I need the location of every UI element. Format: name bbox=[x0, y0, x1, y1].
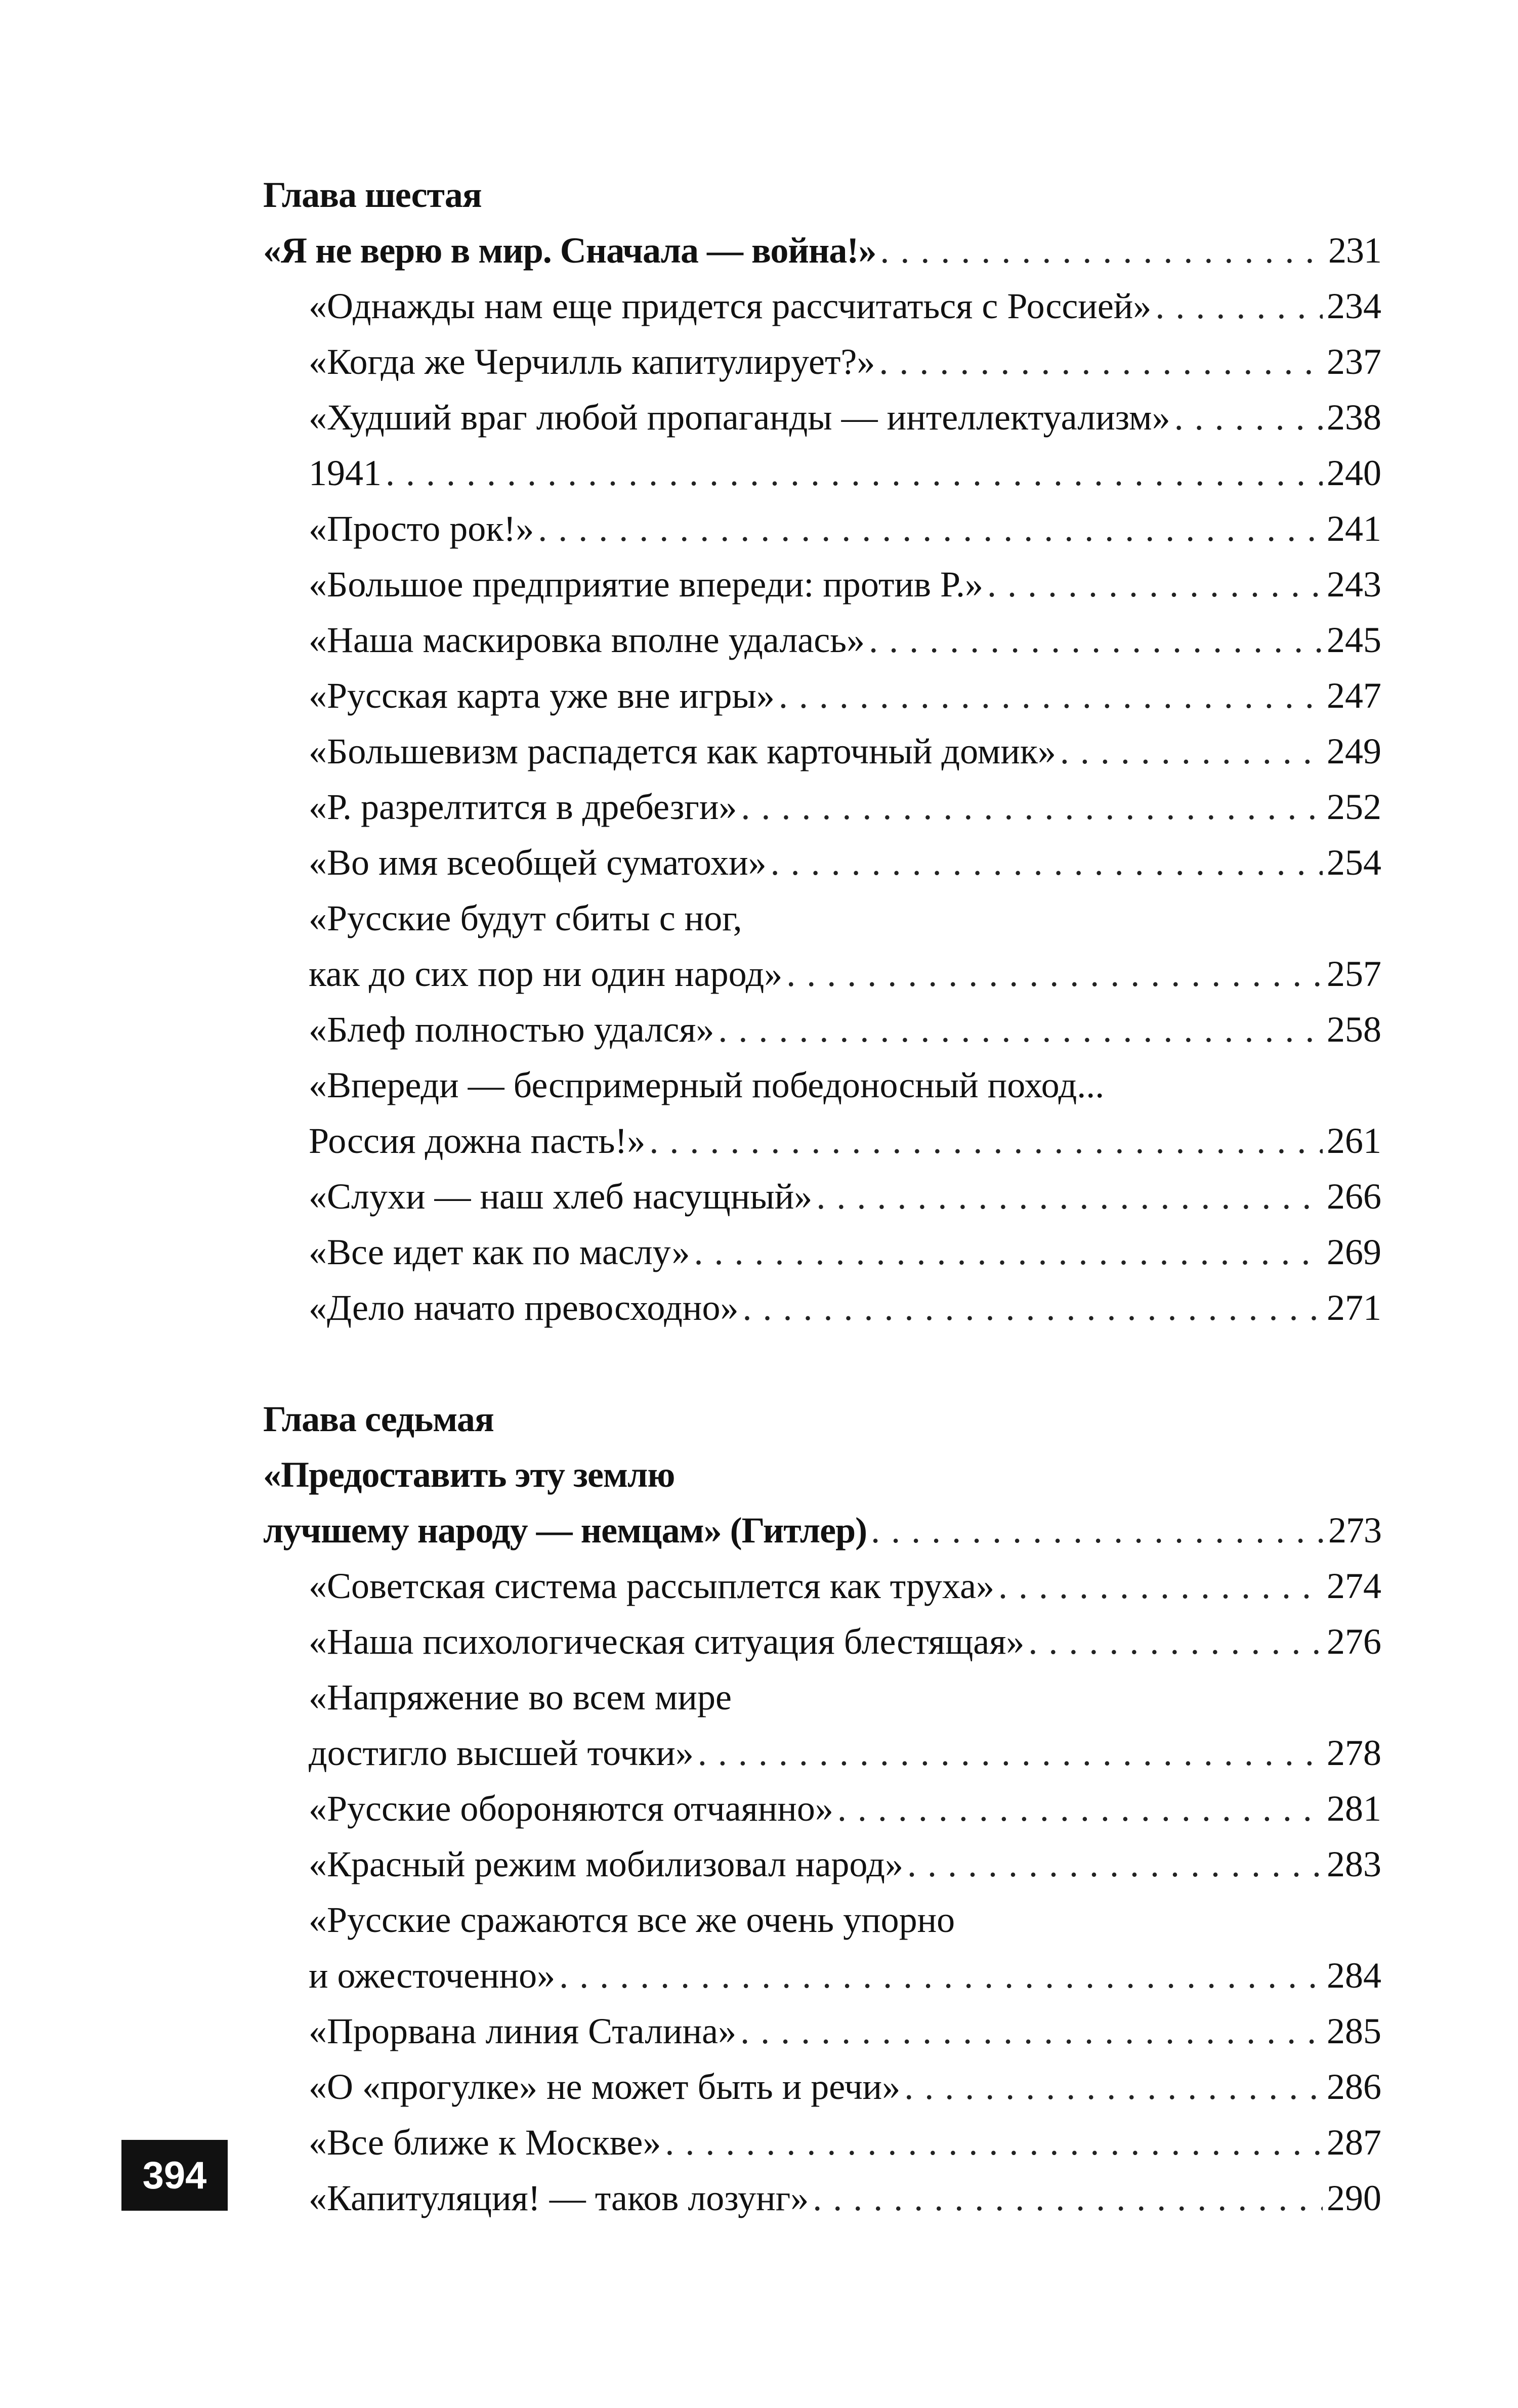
toc-entry-title: «Все ближе к Москве» bbox=[309, 2122, 661, 2163]
toc-entry bbox=[263, 2170, 1381, 2226]
leader-dots bbox=[386, 445, 1323, 501]
toc-entry bbox=[263, 1836, 1381, 1892]
leader-dots bbox=[816, 1169, 1323, 1224]
toc-entry-title: «Дело начато превосходно» bbox=[309, 1287, 739, 1328]
toc-entry-title-line: «Русские будут сбиты с ног, bbox=[309, 898, 742, 938]
toc-entry-title-line: «Напряжение во всем мире bbox=[309, 1677, 732, 1717]
leader-dots bbox=[1155, 278, 1323, 334]
toc-entry-page: 276 bbox=[1327, 1621, 1381, 1662]
leader-dots bbox=[907, 1836, 1323, 1892]
toc-entry bbox=[263, 835, 1381, 890]
toc-entry-title: «Большевизм распадется как карточный домик» bbox=[309, 731, 1056, 771]
toc-entry bbox=[263, 1169, 1381, 1224]
leader-dots bbox=[740, 2003, 1323, 2059]
toc-entry-title: «Просто рок!» bbox=[309, 508, 534, 549]
toc-entry-page: 284 bbox=[1327, 1955, 1381, 1996]
toc-entry-title: «О «прогулке» не может быть и речи» bbox=[309, 2067, 901, 2107]
toc-entry-page: 252 bbox=[1327, 787, 1381, 827]
leader-dots bbox=[538, 501, 1323, 556]
chapter-6-title-row bbox=[263, 223, 1381, 278]
toc-entry bbox=[263, 1948, 1381, 2003]
toc-entry-page: 286 bbox=[1327, 2067, 1381, 2107]
toc-entry bbox=[263, 278, 1381, 334]
toc-entry bbox=[263, 612, 1381, 668]
toc-entry bbox=[263, 1113, 1381, 1169]
chapter-7-title-line: «Предоставить эту землю bbox=[263, 1454, 675, 1495]
toc-entry bbox=[263, 779, 1381, 835]
toc-entry-title: «Все идет как по маслу» bbox=[309, 1232, 690, 1272]
toc-entry-page: 245 bbox=[1327, 620, 1381, 660]
leader-dots bbox=[786, 946, 1323, 1002]
leader-dots bbox=[1028, 1614, 1323, 1669]
toc-entry-title: «Во имя всеобщей суматохи» bbox=[309, 842, 767, 883]
toc-entry-page: 285 bbox=[1327, 2011, 1381, 2051]
toc-entry-page: 278 bbox=[1327, 1733, 1381, 1773]
toc-entry-title: «Прорвана линия Сталина» bbox=[309, 2011, 737, 2051]
toc-entry bbox=[263, 1280, 1381, 1336]
leader-dots bbox=[987, 556, 1323, 612]
toc-entry-title: «Русская карта уже вне игры» bbox=[309, 675, 775, 716]
toc-entry-page: 271 bbox=[1327, 1287, 1381, 1328]
toc-entry-title: «Красный режим мобилизовал народ» bbox=[309, 1844, 903, 1884]
toc-entry-title: «Капитуляция! — таков лозунг» bbox=[309, 2178, 809, 2218]
toc-entry bbox=[263, 334, 1381, 390]
toc-entry-title: «Наша маскировка вполне удалась» bbox=[309, 620, 865, 660]
toc-entry-page: 281 bbox=[1327, 1788, 1381, 1829]
leader-dots bbox=[649, 1113, 1323, 1169]
chapter-7-title: лучшему народу — немцам» (Гитлер) bbox=[263, 1510, 867, 1551]
toc-entry bbox=[263, 668, 1381, 723]
chapter-7-title-row bbox=[263, 1502, 1381, 1558]
toc-entry-title: «Блеф полностью удался» bbox=[309, 1009, 714, 1050]
toc-entry bbox=[263, 1002, 1381, 1057]
leader-dots bbox=[718, 1002, 1323, 1057]
toc-entry-title: и ожесточенно» bbox=[309, 1955, 556, 1996]
leader-dots bbox=[665, 2115, 1323, 2170]
leader-dots bbox=[904, 2059, 1323, 2115]
leader-dots bbox=[771, 835, 1323, 890]
toc-entry bbox=[263, 501, 1381, 556]
leader-dots bbox=[869, 612, 1323, 668]
toc-entry bbox=[263, 723, 1381, 779]
toc-entry-page: 274 bbox=[1327, 1566, 1381, 1606]
toc-entry-page: 241 bbox=[1327, 508, 1381, 549]
leader-dots bbox=[837, 1781, 1323, 1836]
toc-entry-page: 243 bbox=[1327, 564, 1381, 605]
toc-entry bbox=[263, 2003, 1381, 2059]
toc-entry-page: 283 bbox=[1327, 1844, 1381, 1884]
toc-entry bbox=[263, 2059, 1381, 2115]
toc-entry-title: достигло высшей точки» bbox=[309, 1733, 694, 1773]
toc-entry-title: «Русские обороняются отчаянно» bbox=[309, 1788, 833, 1829]
toc-entry-page: 247 bbox=[1327, 675, 1381, 716]
leader-dots bbox=[741, 779, 1323, 835]
leader-dots bbox=[559, 1948, 1323, 2003]
toc-entry-page: 266 bbox=[1327, 1176, 1381, 1217]
toc-entry-title: как до сих пор ни один народ» bbox=[309, 954, 783, 994]
toc-entry bbox=[263, 1781, 1381, 1836]
toc-entry-title: Россия дожна пасть!» bbox=[309, 1121, 646, 1161]
page-number-badge: 394 bbox=[121, 2140, 228, 2211]
toc-entry-page: 287 bbox=[1327, 2122, 1381, 2163]
toc-entry bbox=[263, 390, 1381, 445]
toc-entry bbox=[263, 2115, 1381, 2170]
toc-entry-title-line: «Впереди — беспримерный победоносный поход... bbox=[309, 1065, 1105, 1105]
toc-entry-page: 238 bbox=[1327, 397, 1381, 438]
toc-entry-title: «Советская система рассыплется как труха» bbox=[309, 1566, 995, 1606]
toc-entry-page: 237 bbox=[1327, 341, 1381, 382]
toc-entry bbox=[263, 1224, 1381, 1280]
toc-entry bbox=[263, 1614, 1381, 1669]
leader-dots bbox=[871, 1502, 1324, 1558]
leader-dots bbox=[998, 1558, 1323, 1614]
toc-entry-title: «Когда же Черчилль капитулирует?» bbox=[309, 341, 875, 382]
toc-entry-title: «Слухи — наш хлеб насущный» bbox=[309, 1176, 813, 1217]
toc-entry-page: 249 bbox=[1327, 731, 1381, 771]
chapter-6-label: Глава шестая bbox=[263, 175, 482, 215]
toc-entry-title: «Однажды нам еще придется рассчитаться с Россией» bbox=[309, 286, 1152, 326]
toc-entry bbox=[263, 946, 1381, 1002]
toc-entry-page: 240 bbox=[1327, 453, 1381, 493]
toc-entry-page: 258 bbox=[1327, 1009, 1381, 1050]
leader-dots bbox=[1174, 390, 1323, 445]
leader-dots bbox=[813, 2170, 1323, 2226]
toc-entry bbox=[263, 1558, 1381, 1614]
toc-entry-page: 290 bbox=[1327, 2178, 1381, 2218]
leader-dots bbox=[698, 1725, 1323, 1781]
chapter-gap bbox=[263, 1336, 1381, 1391]
table-of-contents bbox=[263, 167, 1381, 2226]
toc-entry bbox=[263, 445, 1381, 501]
toc-entry bbox=[263, 1725, 1381, 1781]
toc-entry-title-line: «Русские сражаются все же очень упорно bbox=[309, 1900, 955, 1940]
toc-entry-page: 261 bbox=[1327, 1121, 1381, 1161]
chapter-6-page: 231 bbox=[1328, 230, 1381, 271]
toc-entry-page: 234 bbox=[1327, 286, 1381, 326]
chapter-7-label: Глава седьмая bbox=[263, 1399, 494, 1439]
toc-entry-page: 257 bbox=[1327, 954, 1381, 994]
toc-entry-title: «Р. разрелтится в дребезги» bbox=[309, 787, 737, 827]
leader-dots bbox=[694, 1224, 1323, 1280]
chapter-7-page: 273 bbox=[1328, 1510, 1381, 1551]
toc-entry-title: «Наша психологическая ситуация блестящая» bbox=[309, 1621, 1025, 1662]
leader-dots bbox=[879, 334, 1323, 390]
toc-entry-title: «Большое предприятие впереди: против Р.» bbox=[309, 564, 984, 605]
toc-entry-page: 254 bbox=[1327, 842, 1381, 883]
toc-entry-page: 269 bbox=[1327, 1232, 1381, 1272]
leader-dots bbox=[880, 223, 1324, 278]
leader-dots bbox=[742, 1280, 1323, 1336]
toc-entry-title: 1941 bbox=[309, 453, 382, 493]
leader-dots bbox=[779, 668, 1323, 723]
toc-entry-title: «Худший враг любой пропаганды — интеллектуализм» bbox=[309, 397, 1170, 438]
chapter-6-title: «Я не верю в мир. Сначала — война!» bbox=[263, 230, 876, 271]
leader-dots bbox=[1060, 723, 1323, 779]
toc-entry bbox=[263, 556, 1381, 612]
